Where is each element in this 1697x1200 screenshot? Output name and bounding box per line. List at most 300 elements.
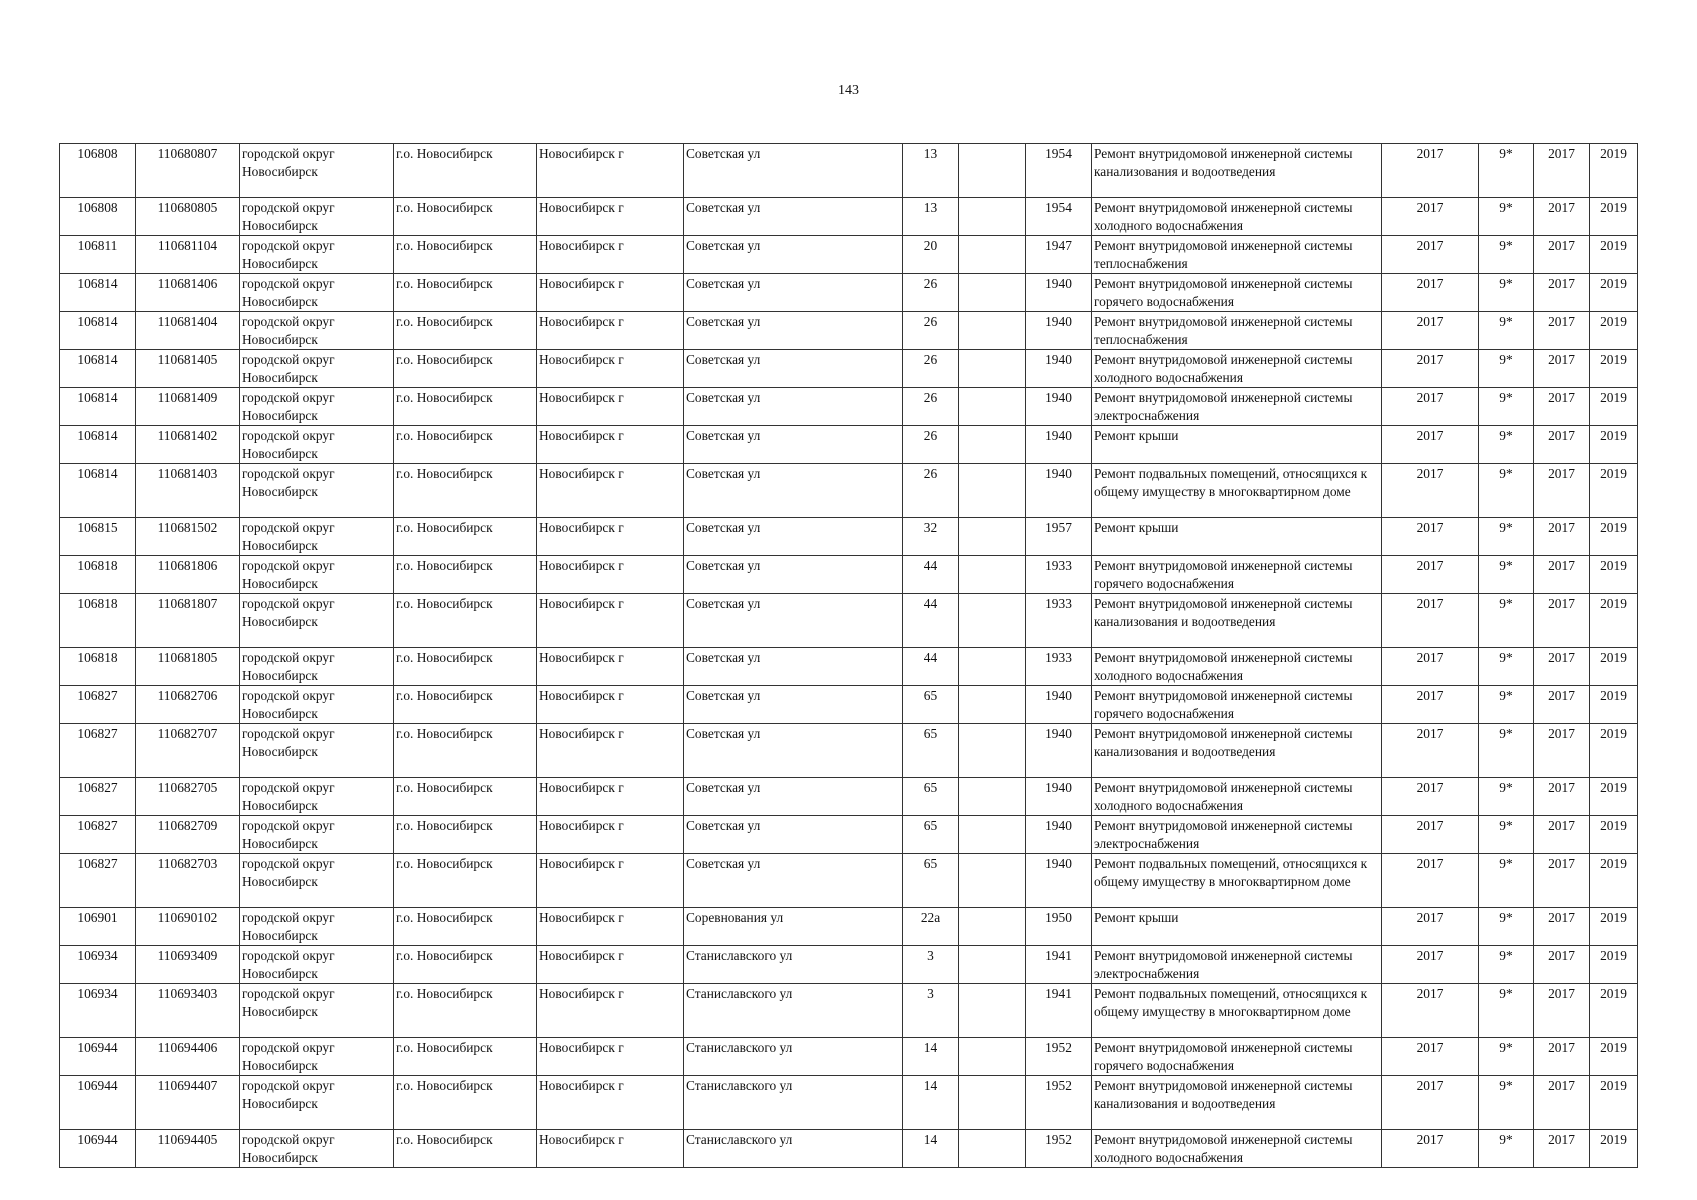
year-built-cell: 1940 <box>1026 464 1092 518</box>
table-row <box>60 854 1638 908</box>
note-cell: 9* <box>1479 1076 1534 1130</box>
locality-cell: Новосибирск г <box>537 350 684 388</box>
table-row <box>60 236 1638 274</box>
note-cell: 9* <box>1479 236 1534 274</box>
municipal-district-cell: городской округ Новосибирск <box>240 1076 394 1130</box>
table-row <box>60 426 1638 464</box>
work-code-cell: 110681402 <box>136 426 240 464</box>
year-built-cell: 1941 <box>1026 984 1092 1038</box>
note-cell: 9* <box>1479 648 1534 686</box>
start-year-cell: 2017 <box>1534 984 1590 1038</box>
settlement-cell: г.о. Новосибирск <box>394 518 537 556</box>
end-year-cell: 2019 <box>1590 274 1638 312</box>
house-number-cell: 14 <box>903 1130 959 1168</box>
street-cell: Советская ул <box>684 518 903 556</box>
plan-year-cell: 2017 <box>1382 388 1479 426</box>
house-number-cell: 65 <box>903 686 959 724</box>
end-year-cell: 2019 <box>1590 724 1638 778</box>
building-cell <box>959 312 1026 350</box>
year-built-cell: 1950 <box>1026 908 1092 946</box>
settlement-cell: г.о. Новосибирск <box>394 1038 537 1076</box>
building-cell <box>959 1130 1026 1168</box>
street-cell: Советская ул <box>684 686 903 724</box>
settlement-cell: г.о. Новосибирск <box>394 1130 537 1168</box>
work-code-cell: 110681404 <box>136 312 240 350</box>
record-id-cell: 106814 <box>60 464 136 518</box>
street-cell: Советская ул <box>684 816 903 854</box>
municipal-district-cell: городской округ Новосибирск <box>240 236 394 274</box>
table-row <box>60 350 1638 388</box>
house-number-cell: 32 <box>903 518 959 556</box>
start-year-cell: 2017 <box>1534 1130 1590 1168</box>
record-id-cell: 106818 <box>60 648 136 686</box>
building-cell <box>959 1038 1026 1076</box>
work-type-cell: Ремонт внутридомовой инженерной системы электроснабжения <box>1092 816 1382 854</box>
year-built-cell: 1954 <box>1026 144 1092 198</box>
work-code-cell: 110681807 <box>136 594 240 648</box>
work-code-cell: 110694405 <box>136 1130 240 1168</box>
municipal-district-cell: городской округ Новосибирск <box>240 274 394 312</box>
plan-year-cell: 2017 <box>1382 724 1479 778</box>
plan-year-cell: 2017 <box>1382 464 1479 518</box>
end-year-cell: 2019 <box>1590 1130 1638 1168</box>
street-cell: Советская ул <box>684 648 903 686</box>
record-id-cell: 106944 <box>60 1076 136 1130</box>
year-built-cell: 1940 <box>1026 724 1092 778</box>
note-cell: 9* <box>1479 198 1534 236</box>
table-row <box>60 144 1638 198</box>
street-cell: Советская ул <box>684 312 903 350</box>
table-row <box>60 724 1638 778</box>
plan-year-cell: 2017 <box>1382 1038 1479 1076</box>
work-type-cell: Ремонт внутридомовой инженерной системы электроснабжения <box>1092 946 1382 984</box>
work-type-cell: Ремонт внутридомовой инженерной системы канализования и водоотведения <box>1092 724 1382 778</box>
end-year-cell: 2019 <box>1590 388 1638 426</box>
table-row <box>60 648 1638 686</box>
building-cell <box>959 984 1026 1038</box>
plan-year-cell: 2017 <box>1382 594 1479 648</box>
start-year-cell: 2017 <box>1534 274 1590 312</box>
street-cell: Станиславского ул <box>684 1130 903 1168</box>
locality-cell: Новосибирск г <box>537 686 684 724</box>
record-id-cell: 106827 <box>60 778 136 816</box>
table-row <box>60 816 1638 854</box>
locality-cell: Новосибирск г <box>537 908 684 946</box>
note-cell: 9* <box>1479 816 1534 854</box>
locality-cell: Новосибирск г <box>537 724 684 778</box>
start-year-cell: 2017 <box>1534 854 1590 908</box>
plan-year-cell: 2017 <box>1382 854 1479 908</box>
year-built-cell: 1940 <box>1026 854 1092 908</box>
work-code-cell: 110682706 <box>136 686 240 724</box>
building-cell <box>959 236 1026 274</box>
settlement-cell: г.о. Новосибирск <box>394 426 537 464</box>
locality-cell: Новосибирск г <box>537 946 684 984</box>
table-row <box>60 594 1638 648</box>
year-built-cell: 1940 <box>1026 816 1092 854</box>
table-row <box>60 388 1638 426</box>
locality-cell: Новосибирск г <box>537 312 684 350</box>
end-year-cell: 2019 <box>1590 426 1638 464</box>
note-cell: 9* <box>1479 274 1534 312</box>
house-number-cell: 65 <box>903 816 959 854</box>
building-cell <box>959 274 1026 312</box>
record-id-cell: 106811 <box>60 236 136 274</box>
house-number-cell: 44 <box>903 556 959 594</box>
note-cell: 9* <box>1479 350 1534 388</box>
settlement-cell: г.о. Новосибирск <box>394 350 537 388</box>
locality-cell: Новосибирск г <box>537 984 684 1038</box>
table-row <box>60 198 1638 236</box>
municipal-district-cell: городской округ Новосибирск <box>240 144 394 198</box>
building-cell <box>959 144 1026 198</box>
year-built-cell: 1952 <box>1026 1038 1092 1076</box>
municipal-district-cell: городской округ Новосибирск <box>240 984 394 1038</box>
building-cell <box>959 946 1026 984</box>
municipal-district-cell: городской округ Новосибирск <box>240 946 394 984</box>
year-built-cell: 1940 <box>1026 350 1092 388</box>
year-built-cell: 1940 <box>1026 274 1092 312</box>
street-cell: Советская ул <box>684 236 903 274</box>
table-row <box>60 686 1638 724</box>
municipal-district-cell: городской округ Новосибирск <box>240 388 394 426</box>
year-built-cell: 1940 <box>1026 388 1092 426</box>
work-type-cell: Ремонт подвальных помещений, относящихся к общему имуществу в многоквартирном доме <box>1092 464 1382 518</box>
note-cell: 9* <box>1479 984 1534 1038</box>
house-number-cell: 13 <box>903 198 959 236</box>
settlement-cell: г.о. Новосибирск <box>394 686 537 724</box>
plan-year-cell: 2017 <box>1382 198 1479 236</box>
year-built-cell: 1952 <box>1026 1076 1092 1130</box>
end-year-cell: 2019 <box>1590 312 1638 350</box>
settlement-cell: г.о. Новосибирск <box>394 908 537 946</box>
building-cell <box>959 464 1026 518</box>
settlement-cell: г.о. Новосибирск <box>394 724 537 778</box>
street-cell: Соревнования ул <box>684 908 903 946</box>
start-year-cell: 2017 <box>1534 388 1590 426</box>
building-cell <box>959 778 1026 816</box>
work-type-cell: Ремонт внутридомовой инженерной системы канализования и водоотведения <box>1092 594 1382 648</box>
year-built-cell: 1940 <box>1026 686 1092 724</box>
locality-cell: Новосибирск г <box>537 778 684 816</box>
work-code-cell: 110693409 <box>136 946 240 984</box>
work-type-cell: Ремонт внутридомовой инженерной системы горячего водоснабжения <box>1092 274 1382 312</box>
start-year-cell: 2017 <box>1534 724 1590 778</box>
page-number: 143 <box>838 83 859 98</box>
note-cell: 9* <box>1479 854 1534 908</box>
start-year-cell: 2017 <box>1534 518 1590 556</box>
street-cell: Советская ул <box>684 724 903 778</box>
building-cell <box>959 594 1026 648</box>
plan-year-cell: 2017 <box>1382 350 1479 388</box>
start-year-cell: 2017 <box>1534 144 1590 198</box>
table-row <box>60 908 1638 946</box>
work-type-cell: Ремонт крыши <box>1092 908 1382 946</box>
plan-year-cell: 2017 <box>1382 686 1479 724</box>
note-cell: 9* <box>1479 724 1534 778</box>
end-year-cell: 2019 <box>1590 518 1638 556</box>
street-cell: Советская ул <box>684 426 903 464</box>
end-year-cell: 2019 <box>1590 648 1638 686</box>
house-number-cell: 65 <box>903 778 959 816</box>
locality-cell: Новосибирск г <box>537 1038 684 1076</box>
record-id-cell: 106944 <box>60 1038 136 1076</box>
street-cell: Советская ул <box>684 778 903 816</box>
work-type-cell: Ремонт крыши <box>1092 426 1382 464</box>
locality-cell: Новосибирск г <box>537 854 684 908</box>
municipal-district-cell: городской округ Новосибирск <box>240 312 394 350</box>
street-cell: Советская ул <box>684 464 903 518</box>
locality-cell: Новосибирск г <box>537 198 684 236</box>
work-code-cell: 110694407 <box>136 1076 240 1130</box>
locality-cell: Новосибирск г <box>537 648 684 686</box>
municipal-district-cell: городской округ Новосибирск <box>240 556 394 594</box>
work-type-cell: Ремонт внутридомовой инженерной системы теплоснабжения <box>1092 312 1382 350</box>
record-id-cell: 106814 <box>60 426 136 464</box>
municipal-district-cell: городской округ Новосибирск <box>240 594 394 648</box>
note-cell: 9* <box>1479 144 1534 198</box>
year-built-cell: 1957 <box>1026 518 1092 556</box>
street-cell: Советская ул <box>684 388 903 426</box>
record-id-cell: 106827 <box>60 724 136 778</box>
record-id-cell: 106934 <box>60 984 136 1038</box>
end-year-cell: 2019 <box>1590 144 1638 198</box>
table-row <box>60 1038 1638 1076</box>
work-code-cell: 110681409 <box>136 388 240 426</box>
locality-cell: Новосибирск г <box>537 144 684 198</box>
plan-year-cell: 2017 <box>1382 236 1479 274</box>
house-number-cell: 26 <box>903 464 959 518</box>
record-id-cell: 106814 <box>60 312 136 350</box>
building-cell <box>959 854 1026 908</box>
work-type-cell: Ремонт внутридомовой инженерной системы горячего водоснабжения <box>1092 1038 1382 1076</box>
house-number-cell: 44 <box>903 594 959 648</box>
plan-year-cell: 2017 <box>1382 984 1479 1038</box>
locality-cell: Новосибирск г <box>537 518 684 556</box>
plan-year-cell: 2017 <box>1382 144 1479 198</box>
locality-cell: Новосибирск г <box>537 464 684 518</box>
house-number-cell: 3 <box>903 984 959 1038</box>
settlement-cell: г.о. Новосибирск <box>394 312 537 350</box>
record-id-cell: 106808 <box>60 198 136 236</box>
end-year-cell: 2019 <box>1590 686 1638 724</box>
record-id-cell: 106818 <box>60 556 136 594</box>
street-cell: Советская ул <box>684 594 903 648</box>
end-year-cell: 2019 <box>1590 464 1638 518</box>
note-cell: 9* <box>1479 388 1534 426</box>
plan-year-cell: 2017 <box>1382 312 1479 350</box>
year-built-cell: 1933 <box>1026 556 1092 594</box>
start-year-cell: 2017 <box>1534 198 1590 236</box>
record-id-cell: 106814 <box>60 274 136 312</box>
start-year-cell: 2017 <box>1534 778 1590 816</box>
settlement-cell: г.о. Новосибирск <box>394 556 537 594</box>
end-year-cell: 2019 <box>1590 236 1638 274</box>
record-id-cell: 106827 <box>60 854 136 908</box>
end-year-cell: 2019 <box>1590 1038 1638 1076</box>
street-cell: Станиславского ул <box>684 1076 903 1130</box>
year-built-cell: 1952 <box>1026 1130 1092 1168</box>
settlement-cell: г.о. Новосибирск <box>394 198 537 236</box>
note-cell: 9* <box>1479 946 1534 984</box>
record-id-cell: 106934 <box>60 946 136 984</box>
note-cell: 9* <box>1479 1130 1534 1168</box>
house-number-cell: 26 <box>903 274 959 312</box>
settlement-cell: г.о. Новосибирск <box>394 388 537 426</box>
locality-cell: Новосибирск г <box>537 1130 684 1168</box>
house-number-cell: 26 <box>903 350 959 388</box>
settlement-cell: г.о. Новосибирск <box>394 816 537 854</box>
work-code-cell: 110681502 <box>136 518 240 556</box>
work-type-cell: Ремонт внутридомовой инженерной системы канализования и водоотведения <box>1092 144 1382 198</box>
record-id-cell: 106827 <box>60 686 136 724</box>
table-row <box>60 312 1638 350</box>
settlement-cell: г.о. Новосибирск <box>394 1076 537 1130</box>
work-type-cell: Ремонт внутридомовой инженерной системы холодного водоснабжения <box>1092 350 1382 388</box>
table-row <box>60 556 1638 594</box>
end-year-cell: 2019 <box>1590 594 1638 648</box>
locality-cell: Новосибирск г <box>537 556 684 594</box>
start-year-cell: 2017 <box>1534 426 1590 464</box>
record-id-cell: 106827 <box>60 816 136 854</box>
year-built-cell: 1941 <box>1026 946 1092 984</box>
note-cell: 9* <box>1479 908 1534 946</box>
work-type-cell: Ремонт внутридомовой инженерной системы холодного водоснабжения <box>1092 778 1382 816</box>
start-year-cell: 2017 <box>1534 594 1590 648</box>
end-year-cell: 2019 <box>1590 778 1638 816</box>
record-id-cell: 106808 <box>60 144 136 198</box>
plan-year-cell: 2017 <box>1382 908 1479 946</box>
table-row <box>60 1130 1638 1168</box>
locality-cell: Новосибирск г <box>537 236 684 274</box>
end-year-cell: 2019 <box>1590 854 1638 908</box>
table-row <box>60 518 1638 556</box>
table-row <box>60 778 1638 816</box>
municipal-district-cell: городской округ Новосибирск <box>240 724 394 778</box>
building-cell <box>959 648 1026 686</box>
work-type-cell: Ремонт крыши <box>1092 518 1382 556</box>
street-cell: Советская ул <box>684 144 903 198</box>
municipal-district-cell: городской округ Новосибирск <box>240 648 394 686</box>
street-cell: Советская ул <box>684 854 903 908</box>
municipal-district-cell: городской округ Новосибирск <box>240 908 394 946</box>
record-id-cell: 106901 <box>60 908 136 946</box>
settlement-cell: г.о. Новосибирск <box>394 946 537 984</box>
locality-cell: Новосибирск г <box>537 594 684 648</box>
municipal-district-cell: городской округ Новосибирск <box>240 518 394 556</box>
locality-cell: Новосибирск г <box>537 816 684 854</box>
municipal-district-cell: городской округ Новосибирск <box>240 1130 394 1168</box>
building-cell <box>959 724 1026 778</box>
work-code-cell: 110694406 <box>136 1038 240 1076</box>
settlement-cell: г.о. Новосибирск <box>394 144 537 198</box>
municipal-district-cell: городской округ Новосибирск <box>240 1038 394 1076</box>
table-row <box>60 464 1638 518</box>
building-cell <box>959 350 1026 388</box>
start-year-cell: 2017 <box>1534 816 1590 854</box>
start-year-cell: 2017 <box>1534 648 1590 686</box>
year-built-cell: 1940 <box>1026 426 1092 464</box>
records-table <box>59 143 1638 1168</box>
note-cell: 9* <box>1479 686 1534 724</box>
work-code-cell: 110690102 <box>136 908 240 946</box>
municipal-district-cell: городской округ Новосибирск <box>240 686 394 724</box>
work-code-cell: 110681104 <box>136 236 240 274</box>
locality-cell: Новосибирск г <box>537 388 684 426</box>
start-year-cell: 2017 <box>1534 350 1590 388</box>
record-id-cell: 106818 <box>60 594 136 648</box>
note-cell: 9* <box>1479 778 1534 816</box>
note-cell: 9* <box>1479 426 1534 464</box>
work-code-cell: 110682705 <box>136 778 240 816</box>
work-type-cell: Ремонт внутридомовой инженерной системы горячего водоснабжения <box>1092 686 1382 724</box>
house-number-cell: 26 <box>903 312 959 350</box>
start-year-cell: 2017 <box>1534 1038 1590 1076</box>
work-type-cell: Ремонт внутридомовой инженерной системы холодного водоснабжения <box>1092 648 1382 686</box>
house-number-cell: 65 <box>903 724 959 778</box>
plan-year-cell: 2017 <box>1382 274 1479 312</box>
settlement-cell: г.о. Новосибирск <box>394 236 537 274</box>
work-code-cell: 110681403 <box>136 464 240 518</box>
start-year-cell: 2017 <box>1534 464 1590 518</box>
municipal-district-cell: городской округ Новосибирск <box>240 350 394 388</box>
note-cell: 9* <box>1479 556 1534 594</box>
locality-cell: Новосибирск г <box>537 426 684 464</box>
settlement-cell: г.о. Новосибирск <box>394 464 537 518</box>
building-cell <box>959 816 1026 854</box>
year-built-cell: 1933 <box>1026 648 1092 686</box>
municipal-district-cell: городской округ Новосибирск <box>240 816 394 854</box>
end-year-cell: 2019 <box>1590 350 1638 388</box>
start-year-cell: 2017 <box>1534 1076 1590 1130</box>
plan-year-cell: 2017 <box>1382 426 1479 464</box>
street-cell: Советская ул <box>684 556 903 594</box>
table-row <box>60 274 1638 312</box>
building-cell <box>959 908 1026 946</box>
note-cell: 9* <box>1479 1038 1534 1076</box>
plan-year-cell: 2017 <box>1382 1076 1479 1130</box>
plan-year-cell: 2017 <box>1382 518 1479 556</box>
house-number-cell: 26 <box>903 426 959 464</box>
house-number-cell: 22а <box>903 908 959 946</box>
table-row <box>60 984 1638 1038</box>
settlement-cell: г.о. Новосибирск <box>394 594 537 648</box>
house-number-cell: 3 <box>903 946 959 984</box>
work-code-cell: 110680807 <box>136 144 240 198</box>
street-cell: Советская ул <box>684 274 903 312</box>
note-cell: 9* <box>1479 312 1534 350</box>
building-cell <box>959 686 1026 724</box>
work-code-cell: 110693403 <box>136 984 240 1038</box>
work-type-cell: Ремонт внутридомовой инженерной системы электроснабжения <box>1092 388 1382 426</box>
record-id-cell: 106815 <box>60 518 136 556</box>
work-type-cell: Ремонт внутридомовой инженерной системы холодного водоснабжения <box>1092 198 1382 236</box>
building-cell <box>959 198 1026 236</box>
plan-year-cell: 2017 <box>1382 556 1479 594</box>
street-cell: Станиславского ул <box>684 984 903 1038</box>
record-id-cell: 106814 <box>60 388 136 426</box>
street-cell: Станиславского ул <box>684 946 903 984</box>
start-year-cell: 2017 <box>1534 686 1590 724</box>
work-type-cell: Ремонт внутридомовой инженерной системы теплоснабжения <box>1092 236 1382 274</box>
house-number-cell: 44 <box>903 648 959 686</box>
end-year-cell: 2019 <box>1590 984 1638 1038</box>
end-year-cell: 2019 <box>1590 198 1638 236</box>
house-number-cell: 65 <box>903 854 959 908</box>
locality-cell: Новосибирск г <box>537 274 684 312</box>
record-id-cell: 106814 <box>60 350 136 388</box>
settlement-cell: г.о. Новосибирск <box>394 274 537 312</box>
